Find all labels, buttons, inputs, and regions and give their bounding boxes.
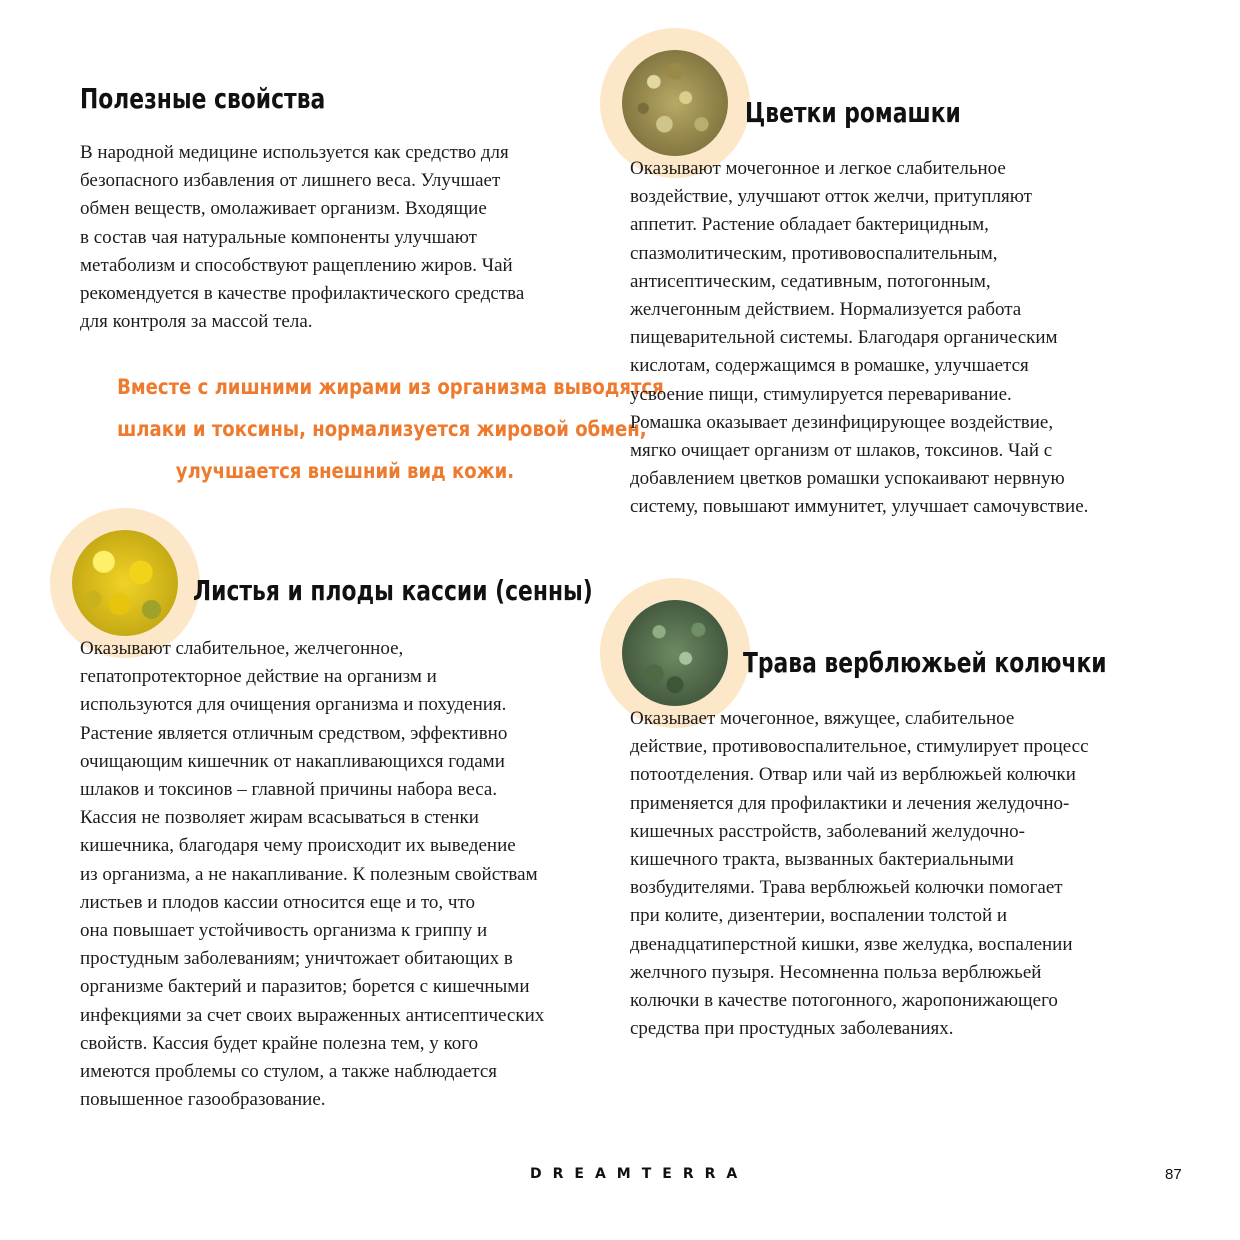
- section-heading-cassia: Листья и плоды кассии (сенны): [193, 574, 593, 607]
- camelthorn-paragraph: Оказывает мочегонное, вяжущее, слабительное действие, противовоспалительное, стимулирует процесс потоотделения. Отвар или чай из верблюжьей колючки применяется для профилактики и лечения желудочно- кишечных расстройств, заболеваний желудочно- кишечного тракта, вызванных бактериальными возбудителями. Трава верблюжьей колючки помогает при колите, дизентерии, воспалении толстой и двенадцатиперстной кишки, язве желудка, воспалении желчного пузыря. Несомненна польза верблюжьей колючки в качестве потогонного, жаропонижающего средства при простудных заболеваниях.: [630, 708, 1089, 1040]
- chamomile-paragraph: Оказывают мочегонное и легкое слабительное воздействие, улучшают отток желчи, притупляют аппетит. Растение обладает бактерицидным, спазмолитическим, противовоспалительным, антисептическим, седативным, потогонным, желчегонным действием. Нормализуется работа пищеварительной системы. Благодаря органическим кислотам, содержащимся в ромашке, улучшается усвоение пищи, стимулируется переваривание. Ромашка оказывает дезинфицирующее воздействие, мягко очищает организм от шлаков, токсинов. Чай с добавлением цветков ромашки успокаивают нервную систему, повышают иммунитет, улучшает самочувствие.: [630, 158, 1089, 518]
- highlight-quote: Вместе с лишними жирами из организма выводятся шлаки и токсины, нормализуется жировой обмен, улучшается внешний вид кожи.: [117, 375, 664, 483]
- section-heading-chamomile: Цветки ромашки: [745, 96, 961, 129]
- camelthorn-photo: [622, 600, 728, 706]
- cassia-photo: [72, 530, 178, 636]
- section-heading-camelthorn: Трава верблюжьей колючки: [743, 646, 1107, 679]
- cassia-paragraph: Оказывают слабительное, желчегонное, гепатопротекторное действие на организм и используются для очищения организма и похудения. Растение является отличным средством, эффективно очищающим кишечник от накапливающихся годами шлаков и токсинов – главной причины набора веса. Кассия не позволяет жирам всасываться в стенки кишечника, благодаря чему происходит их выведение из организма, а не накапливание. К полезным свойствам листьев и плодов кассии относится еще и то, что она повышает устойчивость организма к гриппу и простудным заболеваниям; уничтожает обитающих в организме бактерий и паразитов; борется с кишечными инфекциями за счет своих выраженных антисептических свойств. Кассия будет крайне полезна тем, у кого имеются проблемы со стулом, а также наблюдается повышенное газообразование.: [80, 638, 545, 1111]
- page-number: 87: [1165, 1166, 1182, 1183]
- brand-logo: DREAMTERRA: [530, 1166, 749, 1182]
- section-heading-properties: Полезные свойства: [80, 82, 326, 115]
- properties-paragraph: В народной медицине используется как средство для безопасного избавления от лишнего веса. Улучшает обмен веществ, омолаживает организм. Входящие в состав чая натуральные компоненты улучшают метаболизм и способствуют ращеплению жиров. Чай рекомендуется в качестве профилактического средства для контроля за массой тела.: [80, 142, 525, 333]
- chamomile-photo: [622, 50, 728, 156]
